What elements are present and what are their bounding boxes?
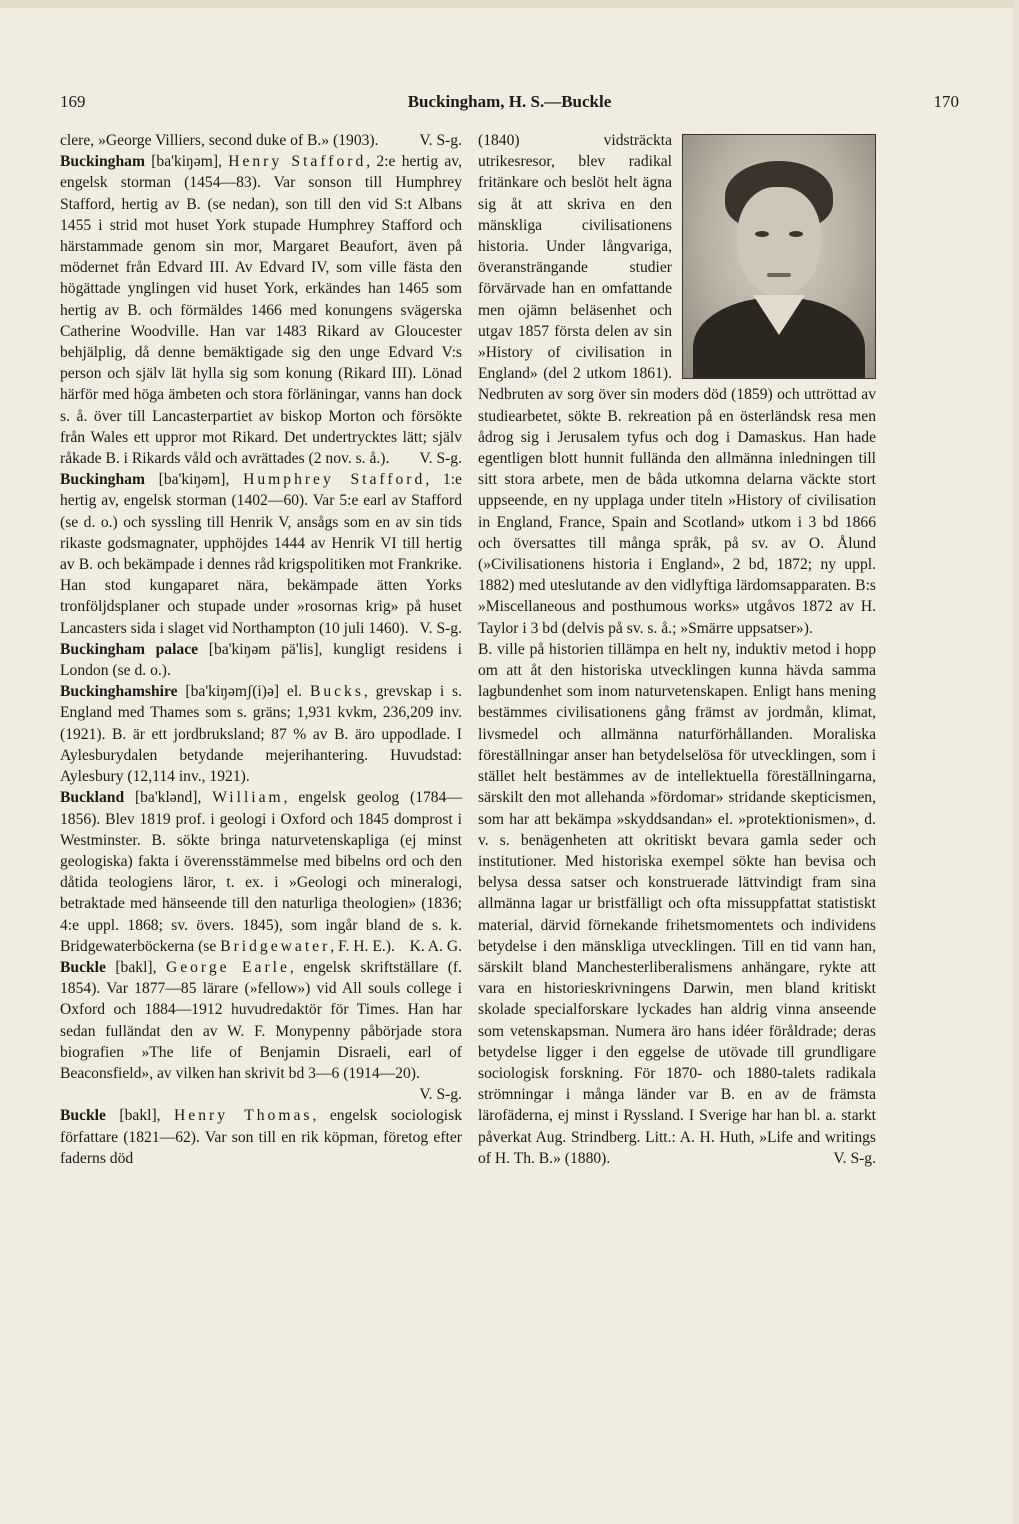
- entry-humphrey-stafford: [60, 469, 462, 639]
- author-signature: V. S-g.: [419, 1086, 462, 1104]
- page-top-edge: [0, 0, 1019, 8]
- entry-continuation: [60, 130, 462, 151]
- entry-henry-stafford: [60, 151, 462, 469]
- headword: Buckingham palace: [60, 640, 199, 658]
- page-number-right: 170: [933, 92, 959, 111]
- entry-text: , engelsk geolog (1784—1856). Blev 1819 prof. i geologi i Oxford och 1845 domprost i Westminster. B. sökte bringa naturvetenskapliga (ej minst geologiska) fakta i överensstämmelse med bibelns ord och den dåtida teologiens läror, t. ex. i »Geologi och mineralogi, betraktade med hänseende till den naturliga theologien» (1836; 4:e uppl. 1868; sv. övers. 1845), som ingår bland de s. k. Bridgewaterböckerna (se: [60, 789, 462, 955]
- pronunciation: [bakl],: [105, 958, 166, 976]
- entry-text: , 2:e hertig av, engelsk storman (1454—83). Var sonson till Humphrey Stafford, hertig av B. (se nedan), son till den vid S:t Albans 1455 i strid mot huset York stupade Humphrey Stafford och härstammade genom sin mor, Margaret Beaufort, även på mödernet från Edvard III. Av Edvard IV, som ville fästa den högättade ynglingen vid huset York, erkändes han 1465 som hertig av B. och förmäldes 1466 med konungens svägerska Catherine Woodville. Han var 1483 Rikard av Gloucester behjälplig, då denne bemäktigade sig den unge Edvard V:s person och själv lät hylla sig som konung (Rikard III). Lönad härför med höga ämbeten och stora förläningar, vanns han dock s. å. över till Lancasterpartiet av biskop Morton och försökte från Wales ett uppror mot Rikard. Det undertrycktes lätt; själv råkade B. i Rikards våld och avrättades (2 nov. s. å.).: [60, 153, 462, 468]
- headword: Buckle: [60, 958, 106, 976]
- author-signature: V. S-g.: [419, 450, 462, 468]
- pronunciation: [ba'klənd],: [124, 789, 213, 807]
- entry-text: , F. H. E.).: [330, 937, 395, 955]
- entry-buckland: [60, 787, 462, 957]
- headword: Buckingham: [60, 153, 145, 171]
- entry-henry-thomas-buckle: [60, 1105, 462, 1169]
- headword: Buckle: [60, 1107, 106, 1125]
- entry-text: , 1:e hertig av, engelsk storman (1402—60). Var 5:e earl av Stafford (se d. o.) och syssling till Henrik V, ansågs som en av sin tids rikaste godsmagnater, upphöjdes 1444 av Henrik VI till hertig av B. och bekämpade i dennes råd krigspolitiken mot Frankrike. Han stod kungaparet nära, bekämpade ätten Yorks tronföljdsplaner och stupade under »rosornas krig» på huset Lancasters sida i slaget vid Northampton (10 juli 1460).: [60, 471, 462, 637]
- person-name: Henry Stafford: [228, 153, 367, 171]
- portrait-eye: [755, 231, 769, 237]
- portrait-eye: [789, 231, 803, 237]
- page-number-left: 169: [60, 92, 86, 111]
- headword: Buckinghamshire: [60, 683, 178, 701]
- person-name: George Earle: [165, 958, 290, 976]
- entry-text: , engelsk sociologisk författare (1821—62). Var son till en rik köpman, företog efter faderns död: [60, 1107, 462, 1167]
- entry-text: clere, »George Villiers, second duke of B.» (1903).: [60, 132, 379, 149]
- headword: Buckland: [60, 789, 125, 807]
- portrait-mouth: [767, 273, 791, 277]
- person-name: Henry Thomas: [174, 1107, 313, 1125]
- author-signature: V. S-g.: [419, 132, 462, 149]
- running-title: Buckingham, H. S.—Buckle: [407, 92, 612, 111]
- left-column: [60, 130, 462, 1169]
- headword: Buckingham: [60, 471, 145, 489]
- page-header: [60, 92, 959, 122]
- pronunciation: [bakl],: [105, 1107, 175, 1125]
- entry-buckingham-palace: [60, 639, 462, 681]
- entry-text: , engelsk skriftställare (f. 1854). Var 1877—85 lärare (»fellow») vid All souls college i Oxford och 1884—1912 huvudredaktör för Times. Han har sedan fulländat den av W. F. Monypenny påbörjade stora biografien »The life of Benjamin Disraeli, earl of Beaconsfield», av vilken han skrivit bd 3—6 (1914—20).: [60, 958, 462, 1082]
- person-name: Humphrey Stafford: [243, 471, 426, 489]
- person-name: William: [212, 789, 284, 807]
- author-signature: K. A. G.: [409, 937, 462, 955]
- author-signature: V. S-g.: [419, 619, 462, 637]
- pronunciation: [ba'kiŋəm],: [144, 471, 244, 489]
- page-right-edge: [1013, 0, 1019, 1524]
- cross-reference: Bridgewater: [220, 937, 331, 955]
- pronunciation: [ba'kiŋəmʃ(i)ə] el.: [177, 683, 310, 701]
- portrait-face: [737, 187, 821, 295]
- pronunciation: [ba'kiŋəm],: [144, 153, 229, 171]
- entry-continuation-text: (1840) vidsträckta utrikesresor, blev radikal fritänkare och beslöt helt ägna sig åt att skriva en den mänskliga civilisationens historia. Under långvariga, överansträngande studier förvärvade han en omfattande men ojämn beläsenhet och utgav 1857 första delen av sin »History of civilisation in England» (del 2 utkom 1861). Nedbruten av sorg över sin moders död (1859) och uttröttad av studiearbetet, sökte B. rekreation på en österländsk resa men ådrog sig i Jerusalem tyfus och dog i Damaskus. Han hade egentligen blott hunnit fullända den allmänna inledningen till sitt stora arbete, men de båda utkomna delarna väckte stort uppseende, en ny upplaga under titeln »History of civilisation in England, France, Spain and Scotland» utkom i 3 bd 1866 och översattes till många språk, på sv. av O. Ålund (»Civilisationens historia i England», 2 bd, 1872; ny uppl. 1882) med uteslutande av den vidlyftiga lärdomsapparaten. B:s »Miscellaneous and posthumous works» utgåvos 1872 av H. Taylor i 3 bd (delvis på sv. s. å.; »Smärre uppsatser»).: [478, 132, 876, 637]
- entry-text: [ba'kiŋəm pä'lis], kungligt residens i London (se d. o.).: [60, 640, 462, 680]
- entry-text: , grevskap i s. England med Thames som s. gräns; 1,931 kvkm, 236,209 inv. (1921). B. är ett jordbruksland; 87 % av B. äro uppodlade. I Aylesburydalen betydande mejerihantering. Huvudstad: Aylesbury (12,114 inv., 1921).: [60, 683, 462, 786]
- portrait-image: [682, 134, 876, 379]
- author-signature: V. S-g.: [833, 1149, 876, 1167]
- entry-george-earle-buckle: [60, 957, 462, 1105]
- right-column: [478, 130, 876, 1169]
- alternate-name: Bucks: [309, 683, 364, 701]
- entry-buckinghamshire: [60, 681, 462, 787]
- entry-text: B. ville på historien tillämpa en helt ny, induktiv metod i hopp om att åt den historiska utvecklingen kunna hävda samma lagbundenhet som inom naturvetenskapen. Enligt hans mening bestämmes civilisationens gång främst av jordmån, klimat, livsmedel och allmänna naturförhållanden. Moraliska föreställningar anser han betydelselösa för utvecklingen, som i stället helt bestämmes av de intellektuella föreställningarna, särskilt den mot allehanda »fördomar» stridande skepticismen, som har att bekämpa »skyddsandan» el. »protektionismen», d. v. s. benägenheten att okritiskt bevara gamla seder och institutioner. Med historiska exempel sökte han bevisa och belysa dessa satser och konstruerade lättvindigt fram sina allmänna lagar ur bristfälligt och ofta missuppfattat statistiskt material, därvid förnekande frihetsmomentets och individens betydelse i den mänskliga utvecklingen. Till en tid vann han, särskilt bland Manchesterliberalismens anhängare, rykte att vara en historieskrivningens Darwin, men bland kritiskt skolade specialforskare lyckades han aldrig vinna anseende som vetenskapsman. Numera äro hans idéer föråldrade; deras betydelse ligger i den eggelse de utövade till grundligare sociologisk forskning. För 1870- och 1880-talets radikala strömningar i många länder var B. en av de främsta lärofäderna, ej minst i Ryssland. I Sverige har han bl. a. starkt påverkat Aug. Strindberg. Litt.: A. H. Huth, »Life and writings of H. Th. B.» (1880).: [478, 640, 876, 1167]
- entry-analysis-paragraph: [478, 639, 876, 1169]
